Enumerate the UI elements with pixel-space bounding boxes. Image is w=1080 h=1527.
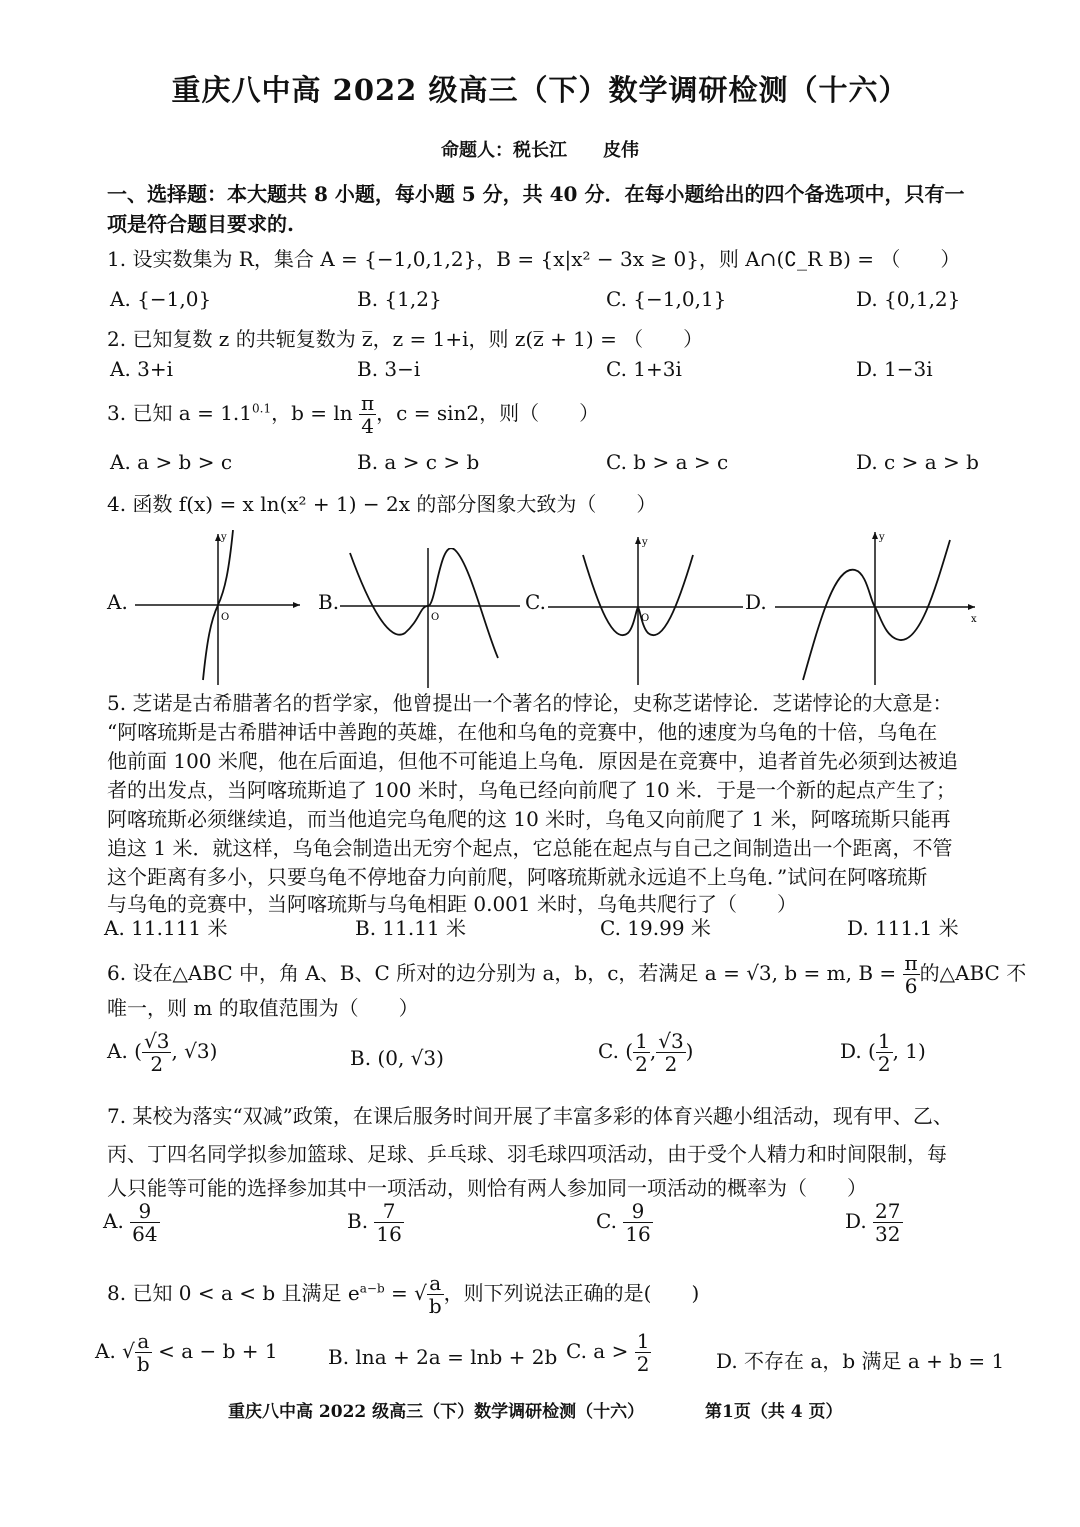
q3-option-a: A. a > b > c <box>110 450 233 474</box>
q7a-fraction <box>130 1200 159 1245</box>
y-axis-arrow <box>872 532 878 539</box>
x-axis-arrow <box>293 602 300 608</box>
q3-exponent: 0.1 <box>252 401 272 416</box>
q6c-fraction-1 <box>633 1030 650 1075</box>
question-7-line: 7. 某校为落实“双减”政策，在课后服务时间开展了丰富多彩的体育兴趣小组活动，现有甲、乙、 <box>107 1104 953 1128</box>
q7-option-c <box>596 1200 653 1245</box>
question-5-line: 与乌龟的竞赛中，当阿喀琉斯与乌龟相距 0.001 米时，乌龟共爬行了（ ） <box>107 892 797 916</box>
q8a-den: b <box>136 1352 150 1376</box>
q4-graph-c <box>548 535 743 685</box>
q7b-den: 16 <box>376 1222 402 1246</box>
q4-graph-label-b: B. <box>318 590 340 614</box>
q8-stem-post: ，则下列说法正确的是( ) <box>443 1281 700 1305</box>
q1-option-d: D. {0,1,2} <box>856 287 961 311</box>
question-5-line: 阿喀琉斯必须继续追，而当他追完乌龟爬的这 10 米时，乌龟又向前爬了 1 米，阿喀琉斯只能再 <box>107 807 951 831</box>
q6a-fraction <box>142 1030 171 1075</box>
q6-line1-post: 的△ABC 不 <box>919 961 1027 985</box>
q4-graph-label-a: A. <box>107 590 128 614</box>
q8a-num: a <box>135 1330 152 1353</box>
question-5-line: 这个距离有多小，只要乌龟不停地奋力向前爬，阿喀琉斯就永远追不上乌龟．”试问在阿喀琉斯 <box>107 865 928 889</box>
q7b-fraction <box>374 1200 403 1245</box>
q8a-pre: A. √ <box>95 1339 135 1363</box>
q8-num: a <box>427 1272 444 1295</box>
question-7-line: 丙、丁四名同学拟参加篮球、足球、乒乓球、羽毛球四项活动，由于受个人精力和时间限制，每 <box>107 1142 947 1166</box>
q7c-num: 9 <box>623 1200 652 1223</box>
q3-stem-post: ，c = sin2，则（ ） <box>376 401 600 425</box>
question-5-line: 者的出发点，当阿喀琉斯追了 100 米时，乌龟已经向前爬了 10 米．于是一个新的起点产生了； <box>107 778 957 802</box>
q4-graph-label-c: C. <box>525 590 546 614</box>
q6c-num2: √3 <box>658 1029 684 1053</box>
q7c-label: C. <box>596 1209 617 1233</box>
question-1-stem: 1. 设实数集为 R，集合 A = {−1,0,1,2}，B = {x|x² − 3x ≥ 0}，则 A∩(∁_R B) = （ ） <box>107 247 961 271</box>
q6-option-b: B. (0, √3) <box>350 1046 444 1070</box>
q3-option-d: D. c > a > b <box>856 450 979 474</box>
q8c-num: 1 <box>636 1329 650 1353</box>
q6c-den2: 2 <box>664 1052 678 1076</box>
q6a-num: √3 <box>143 1029 170 1053</box>
q6c-num1: 1 <box>635 1029 648 1053</box>
q6-frac-num: π <box>904 951 918 975</box>
q7b-label: B. <box>347 1209 369 1233</box>
q8-option-d: D. 不存在 a，b 满足 a + b = 1 <box>716 1349 1005 1373</box>
q5-option-a: A. 11.111 米 <box>104 916 228 940</box>
q6a-post: , √3) <box>171 1039 218 1063</box>
q8-fraction <box>427 1272 444 1317</box>
q8c-fraction <box>635 1330 652 1375</box>
q7-option-b <box>347 1200 404 1245</box>
q6-option-a <box>107 1030 217 1075</box>
q3-option-b: B. a > c > b <box>357 450 480 474</box>
q6c-post: ) <box>685 1039 694 1063</box>
section-heading-line1: 一、选择题：本大题共 8 小题，每小题 5 分，共 40 分．在每小题给出的四个备选项中，只有一 <box>107 182 965 206</box>
q2-option-b: B. 3−i <box>357 357 421 381</box>
q3-option-c: C. b > a > c <box>606 450 729 474</box>
question-8-stem <box>107 1272 699 1317</box>
q6-fraction <box>903 952 920 997</box>
q8-option-b: B. lna + 2a = lnb + 2b <box>328 1345 558 1369</box>
q7c-fraction <box>623 1200 652 1245</box>
q3-stem-mid: ，b = ln <box>271 401 353 425</box>
q4-graph-d <box>775 530 980 685</box>
q7-option-a <box>103 1200 160 1245</box>
q5-option-b: B. 11.11 米 <box>355 916 467 940</box>
q7d-fraction <box>873 1200 902 1245</box>
origin-label: O <box>221 612 230 623</box>
q8-den: b <box>428 1294 442 1318</box>
footer-page-number: 第1页（共 4 页） <box>705 1402 843 1422</box>
q6c-fraction-2 <box>656 1030 685 1075</box>
q6d-pre: D. ( <box>840 1039 876 1063</box>
y-axis-label: y <box>221 532 227 543</box>
question-3-stem <box>107 392 599 437</box>
question-6-line1 <box>107 952 1026 997</box>
question-5-line: “阿喀琉斯是古希腊神话中善跑的英雄，在他和乌龟的竞赛中，他的速度为乌龟的十倍，乌龟在 <box>107 720 938 744</box>
q6-option-d <box>840 1030 926 1075</box>
q3-stem-pre: 3. 已知 a = 1.1 <box>107 401 252 425</box>
q8-stem-pre: 8. 已知 0 < a < b 且满足 e <box>107 1281 360 1305</box>
q6-frac-den: 6 <box>904 974 918 998</box>
q5-option-c: C. 19.99 米 <box>600 916 711 940</box>
q1-option-a: A. {−1,0} <box>110 287 212 311</box>
y-axis-arrow <box>635 537 641 544</box>
question-5-line: 5. 芝诺是古希腊著名的哲学家，他曾提出一个著名的悖论，史称芝诺悖论．芝诺悖论的大意是： <box>107 691 953 715</box>
page-title: 重庆八中高 2022 级高三（下）数学调研检测（十六） <box>171 73 909 107</box>
q6-option-c: C. ( $\frac{1}{2}$ , $\frac{√3}{2}$ ) <box>598 1029 694 1076</box>
q8-stem-mid: = √ <box>384 1281 427 1305</box>
origin-label: O <box>641 613 650 624</box>
q4-graph-label-d: D. <box>745 590 767 614</box>
curve <box>350 548 498 658</box>
q8a-fraction <box>135 1330 152 1375</box>
question-6-line2: 唯一，则 m 的取值范围为（ ） <box>107 996 419 1020</box>
q2-option-c: C. 1+3i <box>606 357 682 381</box>
question-4-stem: 4. 函数 f(x) = x ln(x² + 1) − 2x 的部分图象大致为（ ） <box>107 492 657 516</box>
q6a-den: 2 <box>150 1052 164 1076</box>
q6c-den1: 2 <box>635 1052 648 1076</box>
q7a-den: 64 <box>132 1222 158 1246</box>
q5-option-d: D. 111.1 米 <box>847 916 959 940</box>
author-line: 命题人：税长江 皮伟 <box>441 140 639 161</box>
q1-option-c: C. {−1,0,1} <box>606 287 727 311</box>
q7b-num: 7 <box>374 1200 403 1223</box>
x-axis-arrow <box>968 604 975 610</box>
q7c-den: 16 <box>625 1222 651 1246</box>
q2-option-a: A. 3+i <box>110 357 174 381</box>
question-7-line: 人只能等可能的选择参加其中一项活动，则恰有两人参加同一项活动的概率为（ ） <box>107 1176 867 1200</box>
q8c-den: 2 <box>636 1352 650 1376</box>
q3-frac-num: π <box>361 391 375 415</box>
y-axis-label: y <box>642 537 648 548</box>
q3-fraction <box>359 392 376 437</box>
q7a-num: 9 <box>130 1200 159 1223</box>
q6c-pre: C. ( <box>598 1039 634 1063</box>
q8-exponent: a−b <box>359 1281 385 1296</box>
footer-exam-title: 重庆八中高 2022 级高三（下）数学调研检测（十六） <box>228 1402 645 1422</box>
question-2-stem: 2. 已知复数 z 的共轭复数为 z̅，z = 1+i，则 z(z̅ + 1) = （ ） <box>107 327 704 351</box>
y-axis-label: y <box>879 532 885 543</box>
q6d-num: 1 <box>877 1029 891 1053</box>
q8c-pre: C. a > <box>566 1339 629 1363</box>
q7d-label: D. <box>845 1209 867 1233</box>
q4-graph-a <box>135 530 305 685</box>
q6d-fraction <box>876 1030 893 1075</box>
q7d-den: 32 <box>875 1222 901 1246</box>
section-heading-line2: 项是符合题目要求的. <box>107 212 294 236</box>
x-axis-label: x <box>971 614 977 625</box>
question-5-line: 追这 1 米．就这样，乌龟会制造出无穷个起点，它总能在起点与自己之间制造出一个距离，不管 <box>107 836 953 860</box>
q1-option-b: B. {1,2} <box>357 287 442 311</box>
q2-option-d: D. 1−3i <box>856 357 933 381</box>
q7d-num: 27 <box>875 1199 901 1223</box>
q6-line1-pre: 6. 设在△ABC 中，角 A、B、C 所对的边分别为 a，b，c，若满足 a = √3, b = m, B = <box>107 961 897 985</box>
q7a-label: A. <box>103 1209 124 1233</box>
q3-frac-den: 4 <box>361 414 374 438</box>
q8a-post: < a − b + 1 <box>151 1339 278 1363</box>
q6a-pre: A. ( <box>107 1039 142 1063</box>
q6d-den: 2 <box>877 1052 891 1076</box>
q4-graph-b <box>340 548 520 688</box>
q8-option-a <box>95 1330 278 1375</box>
curve <box>803 540 950 680</box>
q6d-post: , 1) <box>892 1039 926 1063</box>
q8-option-c <box>566 1330 651 1375</box>
q7-option-d <box>845 1200 903 1245</box>
origin-label: O <box>431 612 440 623</box>
question-5-line: 他前面 100 米爬，他在后面追，但他不可能追上乌龟．原因是在竞赛中，追者首先必须到达被追 <box>107 749 958 773</box>
